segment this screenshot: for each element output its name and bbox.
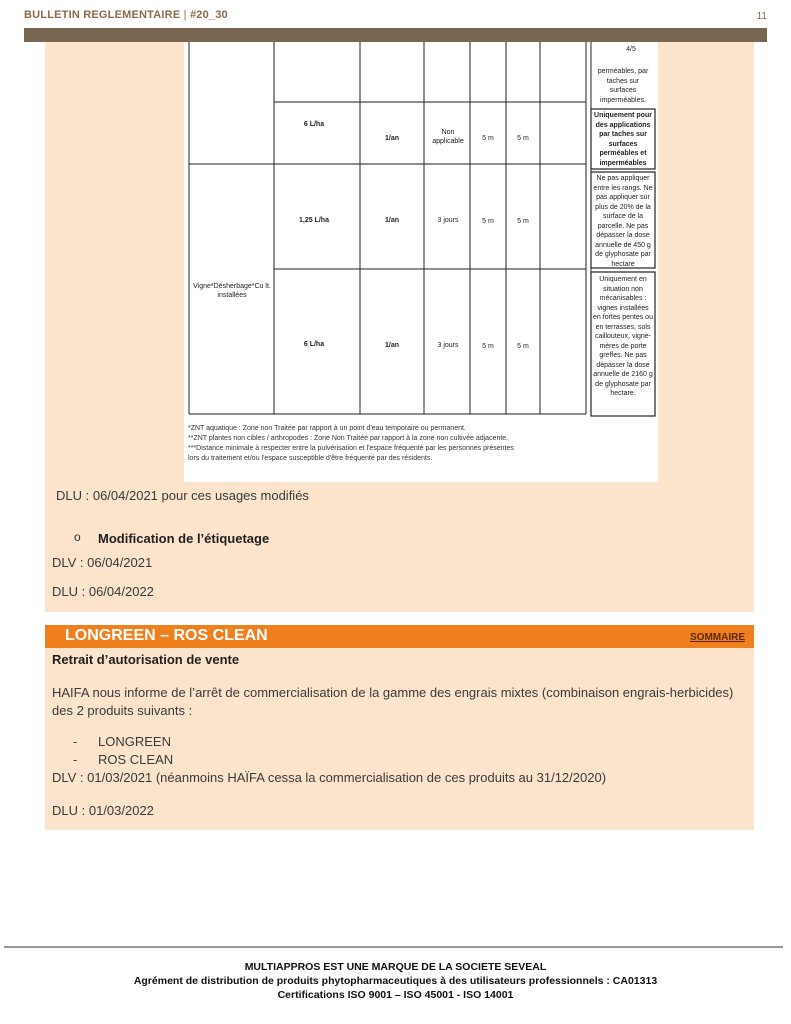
table-top-condition: perméables, par taches sur surfaces imperméables.	[597, 68, 649, 104]
table-top-note: 4/5	[626, 46, 636, 53]
crop-usage-label: Vigne*Désherbage*Cu lt. installées	[193, 283, 271, 299]
dlu-date-1: DLU : 06/04/2022	[52, 584, 154, 599]
row2-frequency: 1/an	[384, 217, 399, 224]
row3-dose: 6 L/ha	[303, 341, 325, 348]
scanned-usage-table	[184, 42, 658, 482]
product-item-longreen: LONGREEN	[98, 734, 171, 749]
labelling-subheading: Modification de l’étiquetage	[98, 531, 270, 546]
sommaire-link[interactable]: SOMMAIRE	[690, 632, 745, 643]
footnote-distance-1: ***Distance minimale à respecter entre la pulvérisation et l'espace fréquenté par les personnes présentes	[188, 445, 514, 452]
row2-znt1: 5 m	[482, 218, 494, 225]
row1-znt1: 5 m	[482, 135, 494, 142]
list-marker-2: -	[73, 752, 78, 767]
header-bar	[24, 28, 767, 42]
row2-znt2: 5 m	[517, 218, 529, 225]
footer-divider	[4, 946, 783, 948]
row3-znt2: 5 m	[517, 343, 529, 350]
row3-dar: 3 jours	[437, 342, 459, 349]
header-separator: |	[183, 9, 187, 21]
withdrawal-subheading: Retrait d’autorisation de vente	[52, 652, 240, 667]
row3-frequency: 1/an	[384, 342, 399, 349]
product-item-ros-clean: ROS CLEAN	[98, 752, 174, 767]
dlu-date-2: DLU : 01/03/2022	[52, 803, 154, 818]
bullet-circle: o	[74, 530, 81, 544]
row2-dose: 1,25 L/ha	[299, 217, 329, 224]
section-title-bar	[45, 625, 754, 648]
bulletin-header	[24, 9, 228, 21]
row3-condition: Uniquement en situation non mécanisables : vignes installées en fortes pentes ou en terrasses, sols caillouteux, vigne-mères de porte greffes. Ne pas dépasser la dose annuelle de 2160 g de glyphosate par hectare.	[593, 276, 653, 397]
row1-condition: Uniquement pour des applications par taches sur surfaces perméables et imperméables	[594, 112, 652, 167]
table-grid	[184, 42, 658, 482]
bulletin-title: BULLETIN REGLEMENTAIRE	[24, 9, 181, 21]
row1-dose: 6 L/ha	[303, 121, 325, 128]
row1-dar: Non applicable	[432, 129, 464, 145]
row2-dar: 3 jours	[437, 217, 459, 224]
bulletin-issue: #20_30	[189, 9, 228, 21]
row1-frequency: 1/an	[384, 135, 399, 142]
row1-znt2: 5 m	[517, 135, 529, 142]
haifa-paragraph: HAIFA nous informe de l’arrêt de commercialisation de la gamme des engrais mixtes (combinaison engrais-herbicides) des 2 produits suivants :	[52, 685, 734, 718]
section-title: LONGREEN – ROS CLEAN	[65, 627, 268, 644]
list-marker-1: -	[73, 734, 78, 749]
footnote-distance-2: lors du traitement et/ou l'espace susceptible d'être fréquenté par des résidents.	[188, 455, 433, 462]
dlv-date-2: DLV : 01/03/2021 (néanmoins HAÏFA cessa la commercialisation de ces produits au 31/12/2020)	[52, 770, 607, 785]
row3-znt1: 5 m	[482, 343, 494, 350]
footer-agrement-line: Agrément de distribution de produits phytopharmaceutiques à des utilisateurs professionnels : CA01313	[133, 975, 658, 987]
dlu-usages-text: DLU : 06/04/2021 pour ces usages modifiés	[56, 488, 309, 503]
dlv-date-1: DLV : 06/04/2021	[52, 555, 153, 570]
footnote-znt-plantes: **ZNT plantes non cibles / arthropodes : Zone Non Traitée par rapport à la zone non cultivée adjacente.	[188, 435, 509, 442]
footer-certifications-line: Certifications ISO 9001 – ISO 45001 - ISO 14001	[277, 989, 514, 1001]
footer-brand-line: MULTIAPPROS EST UNE MARQUE DE LA SOCIETE SEVEAL	[244, 961, 547, 973]
row2-condition: Ne pas appliquer entre les rangs. Ne pas appliquer sur plus de 20% de la surface de la parcelle. Ne pas dépasser la dose annuelle de 450 g de glyphosate par hectare	[593, 175, 653, 268]
footnote-znt-aquatique: *ZNT aquatique : Zone non Traitée par rapport à un point d'eau temporaire ou permanent.	[188, 425, 466, 432]
page-number: 11	[756, 11, 767, 22]
